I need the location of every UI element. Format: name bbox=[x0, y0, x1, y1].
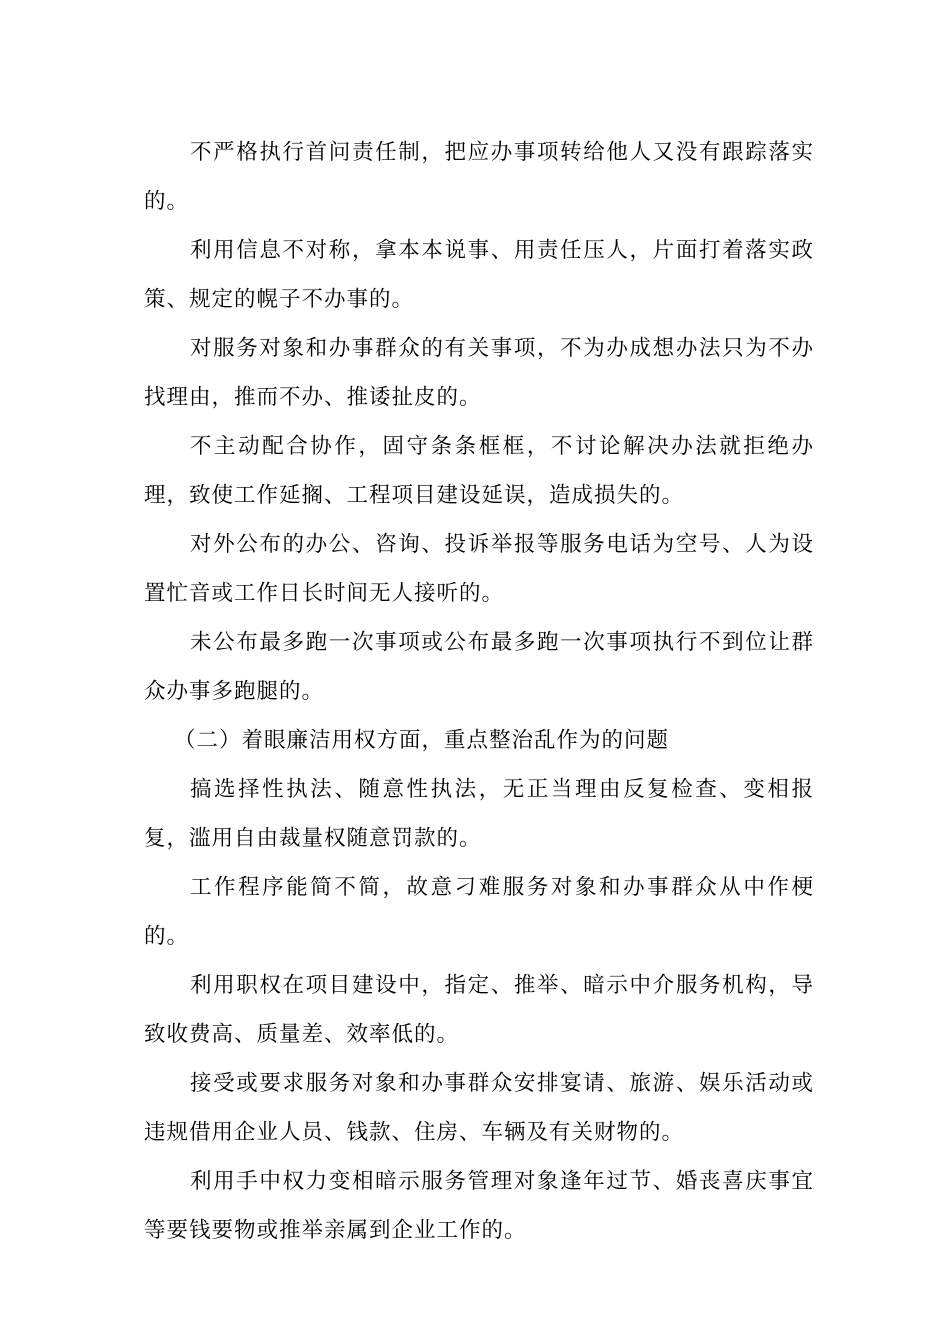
paragraph-1: 不严格执行首问责任制，把应办事项转给他人又没有跟踪落实的。 bbox=[144, 140, 814, 214]
paragraph-6: 未公布最多跑一次事项或公布最多跑一次事项执行不到位让群众办事多跑腿的。 bbox=[144, 630, 814, 704]
paragraph-7: 搞选择性执法、随意性执法，无正当理由反复检查、变相报复，滥用自由裁量权随意罚款的。 bbox=[144, 777, 814, 851]
document-body bbox=[144, 128, 814, 1255]
paragraph-2: 利用信息不对称，拿本本说事、用责任压人，片面打着落实政策、规定的幌子不办事的。 bbox=[144, 238, 814, 312]
section-heading: （二）着眼廉洁用权方面，重点整治乱作为的问题 bbox=[174, 728, 670, 753]
paragraph-9: 利用职权在项目建设中，指定、推举、暗示中介服务机构，导致收费高、质量差、效率低的。 bbox=[144, 973, 814, 1047]
paragraph-10: 接受或要求服务对象和办事群众安排宴请、旅游、娱乐活动或违规借用企业人员、钱款、住房、车辆及有关财物的。 bbox=[144, 1071, 814, 1145]
paragraph-5: 对外公布的办公、咨询、投诉举报等服务电话为空号、人为设置忙音或工作日长时间无人接听的。 bbox=[144, 532, 814, 606]
paragraph-11: 利用手中权力变相暗示服务管理对象逢年过节、婚丧喜庆事宜等要钱要物或推举亲属到企业工作的。 bbox=[144, 1169, 814, 1243]
paragraph-8: 工作程序能简不简，故意刁难服务对象和办事群众从中作梗的。 bbox=[144, 875, 814, 949]
paragraph-3: 对服务对象和办事群众的有关事项，不为办成想办法只为不办找理由，推而不办、推诿扯皮的。 bbox=[144, 336, 814, 410]
paragraph-4: 不主动配合协作，固守条条框框，不讨论解决办法就拒绝办理，致使工作延搁、工程项目建设延误，造成损失的。 bbox=[144, 434, 814, 508]
